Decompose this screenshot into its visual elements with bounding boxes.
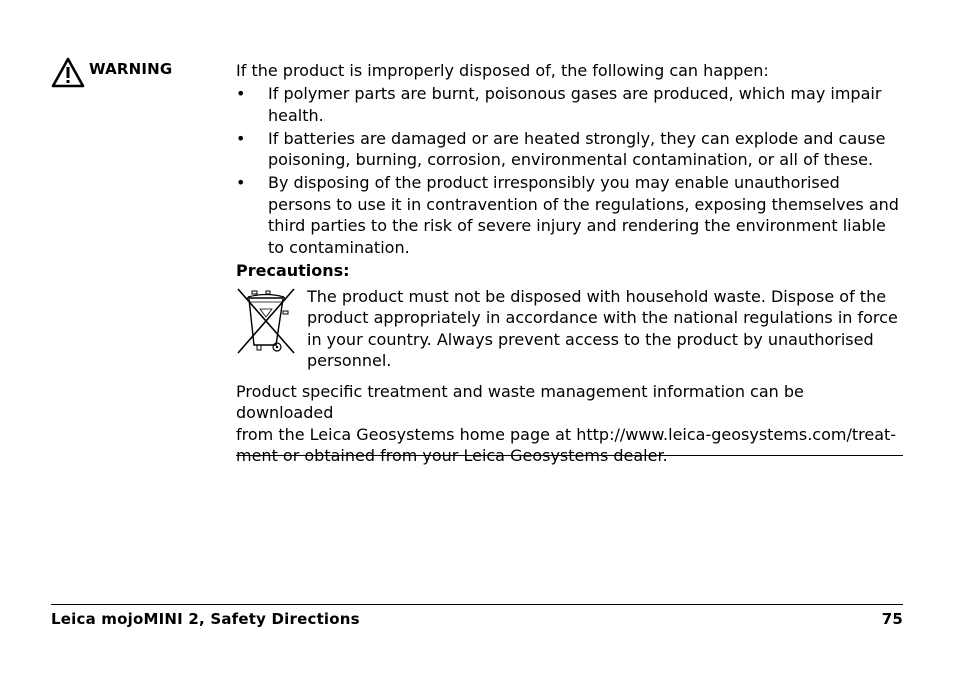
- bullet-mark: •: [236, 84, 246, 103]
- disposal-text: The product must not be disposed with household waste. Dispose of the product appropriately in accordance with the national regulations in force in your country. Always prevent access to the product by unauthorised personnel.: [307, 286, 898, 370]
- warning-triangle-icon: [51, 57, 85, 88]
- list-item: [236, 128, 903, 171]
- hazard-list: [236, 83, 903, 258]
- page-footer: [51, 610, 903, 628]
- intro-text: If the product is improperly disposed of, the following can happen:: [236, 61, 769, 80]
- precautions-heading: Precautions:: [236, 261, 350, 280]
- disposal-row: [236, 286, 903, 372]
- crossed-out-wheelie-bin-icon: [236, 287, 296, 355]
- warning-content: [236, 60, 903, 467]
- warning-header: [51, 57, 172, 88]
- list-item: [236, 172, 903, 258]
- list-item-text: If polymer parts are burnt, poisonous gases are produced, which may impair health.: [268, 84, 882, 125]
- footer-divider: [51, 604, 903, 605]
- bullet-mark: •: [236, 173, 246, 192]
- list-item: [236, 83, 903, 126]
- list-item-text: By disposing of the product irresponsibly you may enable unauthorised persons to use it in contravention of the regulations, exposing themselves and third parties to the risk of severe injury and rendering the environment liable to contamination.: [268, 173, 899, 257]
- warning-label: WARNING: [89, 60, 173, 78]
- list-item-text: If batteries are damaged or are heated strongly, they can explode and cause poisoning, burning, corrosion, environmental contamination, or all of these.: [268, 128, 886, 169]
- footer-title: Leica mojoMINI 2, Safety Directions: [51, 610, 360, 628]
- download-info-line: Product specific treatment and waste management information can be downloaded: [236, 381, 804, 422]
- download-info-text: [236, 381, 903, 467]
- bullet-mark: •: [236, 128, 246, 148]
- download-info-line: from the Leica Geosystems home page at http://www.leica-geosystems.com/treat-: [236, 424, 897, 444]
- download-info-line: ment or obtained from your Leica Geosystems dealer.: [236, 446, 668, 465]
- section-divider: [236, 455, 903, 456]
- page-number: 75: [881, 610, 903, 628]
